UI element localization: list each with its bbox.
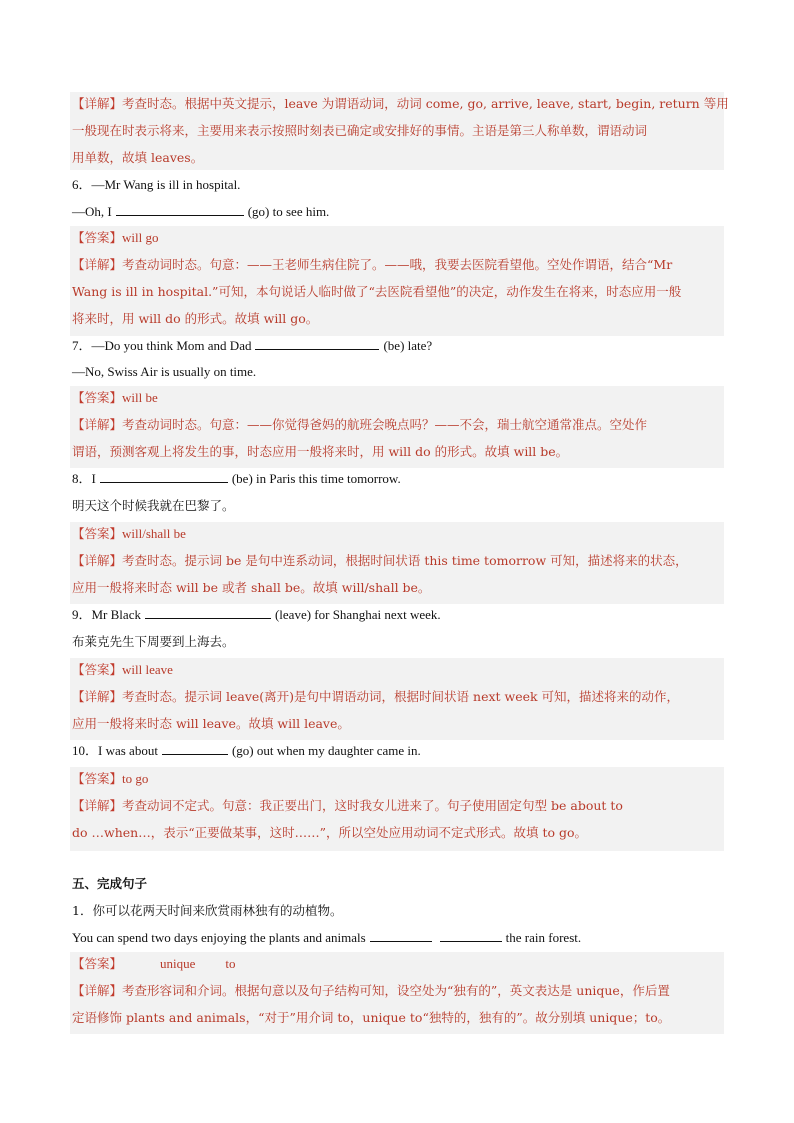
question-9: 9．Mr Black (leave) for Shanghai next week. bbox=[72, 607, 441, 622]
detail-tag: 【详解】 bbox=[72, 257, 123, 272]
detail-tag: 【详解】 bbox=[72, 798, 123, 813]
answer-text-2: to bbox=[225, 956, 236, 971]
detail-line: Wang is ill in hospital.”可知，本句说话人临时做了“去医院看望他”的决定，动作发生在将来，时态应用一般 bbox=[72, 284, 682, 299]
answer-blank[interactable] bbox=[116, 202, 244, 216]
answer-tag: 【答案】 bbox=[72, 526, 123, 541]
answer-blank[interactable] bbox=[255, 336, 379, 350]
detail-line: 谓语，预测客观上将发生的事，时态应用一般将来时，用 will do 的形式。故填 will be。 bbox=[72, 444, 569, 459]
detail-line: 将来时，用 will do 的形式。故填 will go。 bbox=[72, 311, 319, 326]
detail-tag: 【详解】 bbox=[72, 983, 123, 998]
detail-line: 用单数，故填 leaves。 bbox=[72, 150, 204, 165]
question-7-line2: —No, Swiss Air is usually on time. bbox=[72, 364, 257, 379]
question-9-translation: 布莱克先生下周要到上海去。 bbox=[72, 634, 235, 649]
detail-tag: 【详解】 bbox=[72, 417, 123, 432]
question-8: 8．I (be) in Paris this time tomorrow. bbox=[72, 471, 401, 486]
detail-tag: 【详解】 bbox=[72, 689, 123, 704]
detail-line: 【详解】考查动词时态。句意：——你觉得爸妈的航班会晚点吗？——不会，瑞士航空通常准点。空处作 bbox=[72, 417, 648, 432]
question-10: 10．I was about (go) out when my daughter came in. bbox=[72, 743, 421, 758]
answer-line bbox=[72, 768, 724, 790]
answer-blank-1[interactable] bbox=[370, 928, 432, 942]
answer-text: to go bbox=[122, 771, 149, 786]
detail-line: 【详解】考查时态。提示词 leave(离开)是句中谓语动词，根据时间状语 next week 可知，描述将来的动作， bbox=[72, 689, 680, 704]
answer-tag: 【答案】 bbox=[72, 771, 123, 786]
detail-tag: 【详解】 bbox=[72, 96, 123, 111]
answer-tag: 【答案】 bbox=[72, 390, 123, 405]
answer-line bbox=[72, 659, 724, 681]
detail-line: do …when…，表示“正要做某事，这时……”，所以空处应用动词不定式形式。故填 to go。 bbox=[72, 825, 588, 840]
question-6-line2: —Oh, I (go) to see him. bbox=[72, 204, 330, 219]
answer-tag: 【答案】 bbox=[72, 662, 123, 677]
question-7: 7．—Do you think Mom and Dad (be) late? bbox=[72, 338, 433, 353]
detail-line: 应用一般将来时态 will be 或者 shall be。故填 will/shall be。 bbox=[72, 580, 431, 595]
answer-text: will go bbox=[122, 230, 159, 245]
section-title: 五、完成句子 bbox=[72, 876, 148, 891]
detail-line: 【详解】考查形容词和介词。根据句意以及句子结构可知，设空处为“独有的”，英文表达是 unique，作后置 bbox=[72, 983, 670, 998]
answer-blank[interactable] bbox=[100, 469, 228, 483]
answer-text: will/shall be bbox=[122, 526, 186, 541]
answer-text: will be bbox=[122, 390, 158, 405]
detail-line: 【详解】考查动词不定式。句意：我正要出门，这时我女儿进来了。句子使用固定句型 be about to bbox=[72, 798, 623, 813]
answer-blank-2[interactable] bbox=[440, 928, 502, 942]
question-8-translation: 明天这个时候我就在巴黎了。 bbox=[72, 498, 235, 513]
answer-text: will leave bbox=[122, 662, 173, 677]
answer-tag: 【答案】 bbox=[72, 230, 123, 245]
detail-line: 【详解】考查时态。提示词 be 是句中连系动词，根据时间状语 this time tomorrow 可知，描述将来的状态， bbox=[72, 553, 688, 568]
answer-line bbox=[72, 953, 724, 975]
answer-blank[interactable] bbox=[145, 605, 271, 619]
question-s5-1-en: You can spend two days enjoying the plants and animals the rain forest. bbox=[72, 930, 582, 945]
answer-line bbox=[72, 387, 724, 409]
answer-tag: 【答案】 bbox=[72, 956, 123, 971]
detail-line: 定语修饰 plants and animals，“对于”用介词 to，unique to“独特的，独有的”。故分别填 unique；to。 bbox=[72, 1010, 671, 1025]
question-s5-1: 1．你可以花两天时间来欣赏雨林独有的动植物。 bbox=[72, 903, 343, 918]
detail-line: 【详解】考查时态。根据中英文提示，leave 为谓语动词，动词 come, go, arrive, leave, start, begin, return 等用 bbox=[72, 96, 729, 111]
answer-text-1: unique bbox=[160, 956, 196, 971]
answer-line bbox=[72, 227, 724, 249]
detail-line: 一般现在时表示将来，主要用来表示按照时刻表已确定或安排好的事情。主语是第三人称单数，谓语动词 bbox=[72, 123, 648, 138]
question-6: 6．—Mr Wang is ill in hospital. bbox=[72, 177, 241, 192]
answer-blank[interactable] bbox=[162, 741, 228, 755]
answer-line bbox=[72, 523, 724, 545]
detail-tag: 【详解】 bbox=[72, 553, 123, 568]
detail-line: 【详解】考查动词时态。句意：——王老师生病住院了。——哦，我要去医院看望他。空处作谓语，结合“Mr bbox=[72, 257, 673, 272]
detail-line: 应用一般将来时态 will leave。故填 will leave。 bbox=[72, 716, 350, 731]
